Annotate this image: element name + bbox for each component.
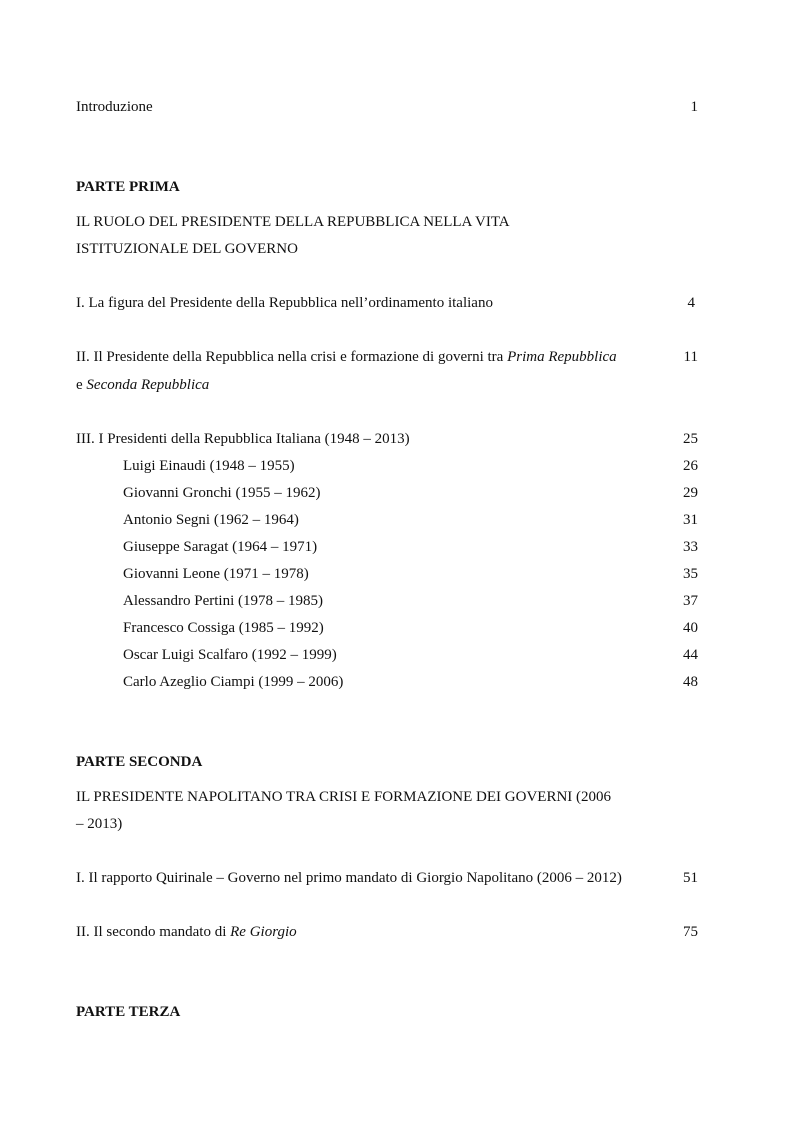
page-president-entry: 33 bbox=[683, 539, 698, 555]
toc-chapter-2-line1: II. Il Presidente della Repubblica nella crisi e formazione di governi tra Prima Repubblica bbox=[76, 349, 617, 365]
toc-president-entry: Giuseppe Saragat (1964 – 1971) bbox=[123, 539, 318, 555]
page-introduzione: 1 bbox=[690, 99, 698, 115]
toc-seconda-chapter-2: II. Il secondo mandato di Re Giorgio bbox=[76, 924, 297, 940]
page-president-entry: 40 bbox=[683, 620, 698, 636]
toc-president-entry: Luigi Einaudi (1948 – 1955) bbox=[123, 458, 295, 474]
toc-president-entry: Alessandro Pertini (1978 – 1985) bbox=[123, 593, 323, 609]
parte-prima-heading: PARTE PRIMA bbox=[76, 179, 180, 195]
toc-chapter-1: I. La figura del Presidente della Repubblica nell’ordinamento italiano bbox=[76, 295, 493, 311]
toc-president-entry: Antonio Segni (1962 – 1964) bbox=[123, 512, 299, 528]
parte-seconda-heading: PARTE SECONDA bbox=[76, 754, 203, 770]
parte-prima-subtitle-line2: ISTITUZIONALE DEL GOVERNO bbox=[76, 241, 298, 257]
parte-prima-subtitle-line1: IL RUOLO DEL PRESIDENTE DELLA REPUBBLICA NELLA VITA bbox=[76, 214, 510, 230]
page-seconda-chapter-1: 51 bbox=[683, 870, 698, 886]
page-president-entry: 44 bbox=[683, 647, 698, 663]
toc-president-entry: Oscar Luigi Scalfaro (1992 – 1999) bbox=[123, 647, 337, 663]
toc-chapter-2-line2: e Seconda Repubblica bbox=[76, 377, 210, 393]
page-president-entry: 29 bbox=[683, 485, 698, 501]
page-president-entry: 35 bbox=[683, 566, 698, 582]
toc-president-entry: Francesco Cossiga (1985 – 1992) bbox=[123, 620, 324, 636]
toc-chapter-3: III. I Presidenti della Repubblica Italiana (1948 – 2013) bbox=[76, 431, 410, 447]
page-chapter-2: 11 bbox=[683, 349, 698, 365]
page-president-entry: 37 bbox=[683, 593, 698, 609]
parte-terza-heading: PARTE TERZA bbox=[76, 1004, 181, 1020]
page-chapter-1: 4 bbox=[687, 295, 695, 311]
page-president-entry: 31 bbox=[683, 512, 698, 528]
page-president-entry: 48 bbox=[683, 674, 698, 690]
parte-seconda-subtitle-line2: – 2013) bbox=[76, 816, 123, 832]
page-president-entry: 26 bbox=[683, 458, 698, 474]
parte-seconda-subtitle-line1: IL PRESIDENTE NAPOLITANO TRA CRISI E FORMAZIONE DEI GOVERNI (2006 bbox=[76, 789, 612, 805]
toc-president-entry: Giovanni Gronchi (1955 – 1962) bbox=[123, 485, 321, 501]
toc-president-entry: Carlo Azeglio Ciampi (1999 – 2006) bbox=[123, 674, 344, 690]
toc-seconda-chapter-1: I. Il rapporto Quirinale – Governo nel primo mandato di Giorgio Napolitano (2006 – 2012) bbox=[76, 870, 622, 886]
toc-president-entry: Giovanni Leone (1971 – 1978) bbox=[123, 566, 309, 582]
page-seconda-chapter-2: 75 bbox=[683, 924, 698, 940]
page-chapter-3: 25 bbox=[683, 431, 698, 447]
toc-introduzione: Introduzione bbox=[76, 99, 153, 115]
